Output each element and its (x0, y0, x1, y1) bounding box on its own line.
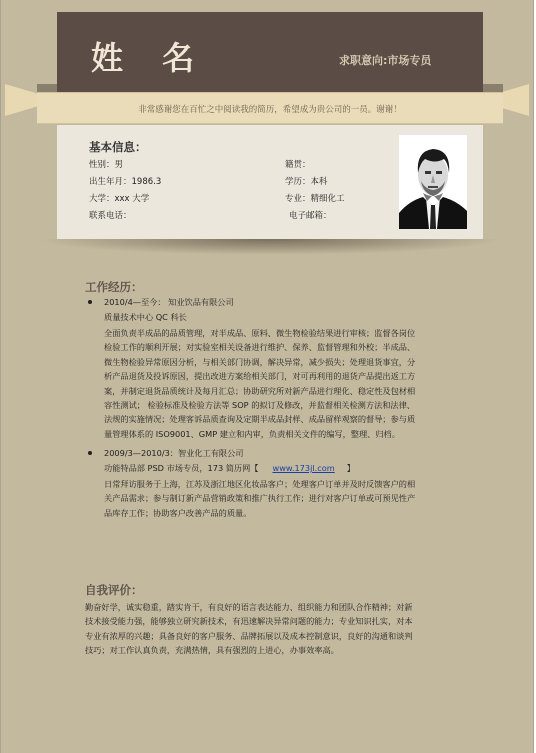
self-eval-line: 技术接受能力强，能够独立研究新技术，有迅速解决异常问题的能力；专业知识扎实，对本 (85, 616, 413, 627)
job-desc-line: 量管理体系的 ISO9001、GMP 建立和内审，负责相关文件的编写，整理、归档。 (104, 428, 400, 439)
job-description (104, 326, 415, 441)
hometown-field: 籍贯： (285, 160, 311, 170)
self-eval-line: 技巧；对工作认真负责，充满热情，具有强烈的上进心，办事效率高。 (85, 645, 339, 656)
self-eval-line: 专业有浓厚的兴趣；具备良好的客户服务、品牌拓展以及成本控制意识，良好的沟通和谈判 (85, 630, 413, 641)
website-link[interactable]: www.173jl.com (272, 463, 335, 473)
job-role-text: 功能特品部 PSD 市场专员，173 简历网【 (104, 463, 259, 473)
job-role: 质量技术中心 QC 科长 (104, 312, 187, 322)
job-desc-line: 关产品需求；参与制订新产品营销政策和推广执行工作；进行对客户订单或可预见性产 (104, 493, 416, 504)
ribbon-fold-left (37, 84, 57, 92)
university-field: 大学：xxx 大学 (89, 194, 150, 204)
work-section-title: 工作经历： (85, 280, 143, 294)
birth-field: 出生年月：1986.3 (89, 177, 162, 187)
job-desc-line: 检验工作的顺利开展；对实验室相关设备进行维护、保养、监督管理和外校；半成品、 (104, 342, 416, 353)
job-role (104, 461, 355, 475)
self-eval-text (85, 600, 413, 658)
job-desc-line: 品库存工作；协助客户改善产品的质量。 (104, 507, 252, 518)
phone-field: 联系电话： (89, 211, 132, 221)
degree-field: 学历：本科 (285, 177, 328, 187)
job-desc-line: 容性测试； 检验标准及检验方法等 SOP 的拟订及修改，并监督相关检测方法和法律、 (104, 400, 415, 411)
job-intent: 求职意向:市场专员 (339, 54, 432, 67)
basic-info-box (57, 125, 483, 239)
portrait-icon (399, 135, 467, 229)
name-title: 姓 名 (91, 39, 209, 77)
job-role-suffix: 】 (346, 463, 355, 473)
self-eval-line: 勤奋好学，诚实稳重，踏实肯干，有良好的语言表达能力、组织能力和团队合作精神；对新 (85, 602, 413, 612)
job-desc-line: 日常拜访服务于上海，江苏及浙江地区化妆品客户；处理客户订单并及时反馈客户的相 (104, 479, 416, 489)
job-desc-line: 案，并制定退货品质统计及每月汇总；协助研究所对新产品进行理化、稳定性及包材相 (104, 385, 416, 396)
header-banner (57, 12, 483, 92)
job-desc-line: 全面负责半成品的品质管理，对半成品、原料、微生物检验结果进行审核；监督各岗位 (104, 328, 416, 338)
major-field: 专业：精细化工 (285, 194, 345, 204)
job-period: 2009/3—2010/3：智业化工有限公司 (104, 448, 244, 458)
gender-field: 性别：男 (89, 160, 124, 170)
thanks-text: 非常感谢您在百忙之中阅读我的简历，希望成为贵公司的一员。谢谢！ (138, 105, 402, 115)
self-eval-title: 自我评价： (85, 583, 143, 597)
thanks-ribbon (37, 92, 503, 124)
job-bullet (88, 451, 92, 455)
email-field: 电子邮箱： (289, 211, 332, 221)
profile-photo (399, 135, 467, 229)
job-desc-line: 微生物检验异常原因分析，与相关部门协调，解决异常，减少损失；处理退货事宜，分 (104, 356, 416, 367)
job-bullet (88, 300, 92, 304)
info-box-shadow (37, 239, 503, 255)
ribbon-fold-right (483, 84, 503, 92)
job-description (104, 477, 415, 520)
job-period: 2010/4—至今： 知业饮品有限公司 (104, 297, 234, 307)
job-desc-line: 析产品退货及投诉原因，提出改进方案给相关部门，对可再利用的退货产品提出返工方 (104, 371, 416, 382)
basic-info-title: 基本信息： (89, 140, 147, 154)
job-desc-line: 法规的实施情况；处理客诉品质查询及定期半成品封样、成品留样观察的督导；参与质 (104, 414, 416, 425)
